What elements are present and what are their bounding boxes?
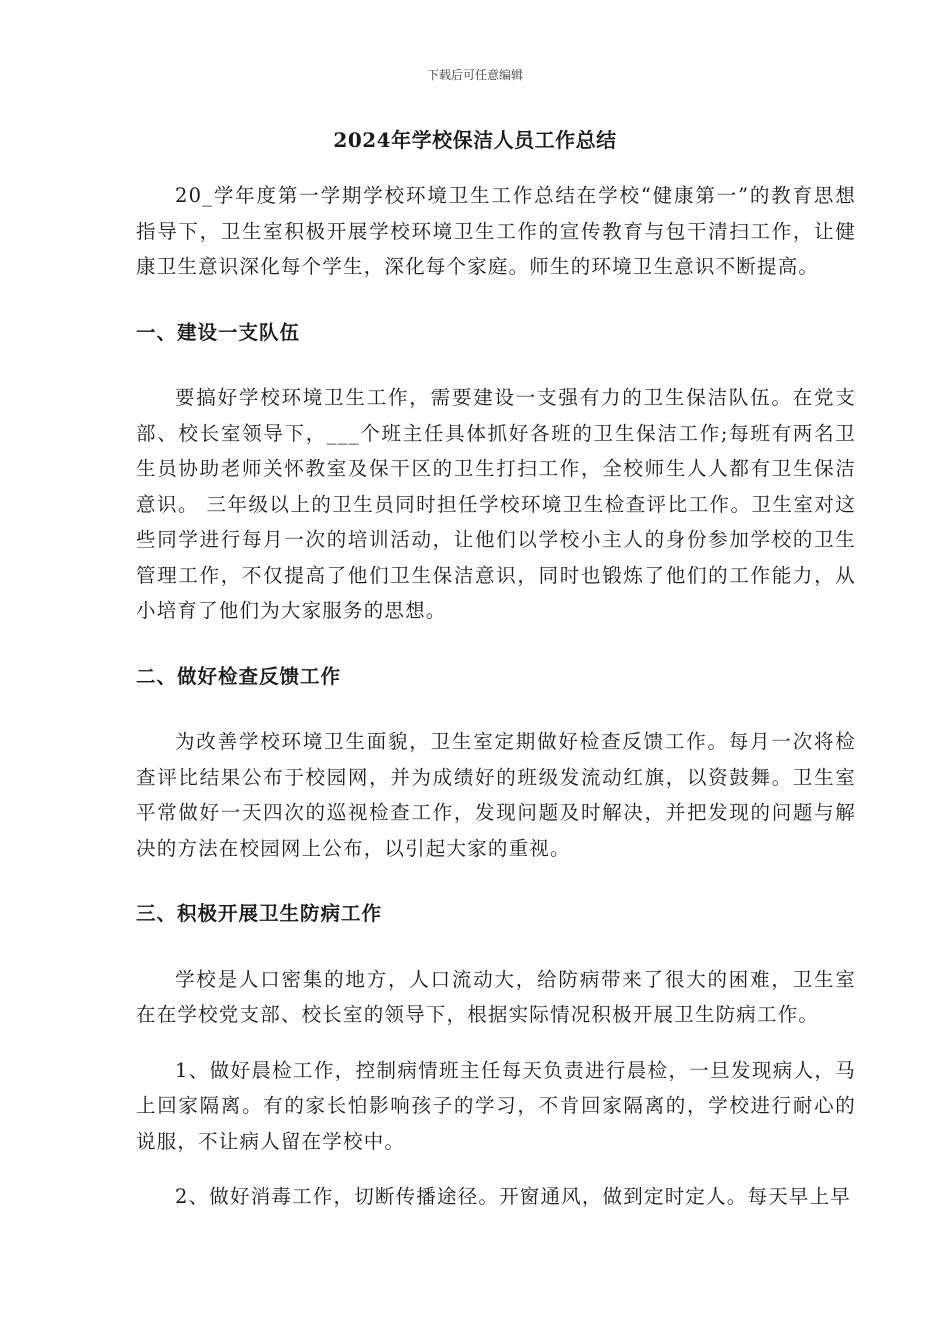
section-3-paragraph-2: 1、做好晨检工作，控制病情班主任每天负责进行晨检，一旦发现病人，马上回家隔离。有的家长怕影响孩子的学习，不肯回家隔离的，学校进行耐心的说服，不让病人留在学校中。 — [136, 1058, 856, 1153]
header-note: 下载后可任意编辑 — [426, 68, 523, 82]
section-3-paragraph-1: 学校是人口密集的地方，人口流动大，给防病带来了很大的困难，卫生室在在学校党支部、校长室的领导下，根据实际情况积极开展卫生防病工作。 — [136, 967, 856, 1026]
intro-paragraph: 20_学年度第一学期学校环境卫生工作总结在学校“健康第一”的教育思想指导下，卫生室积极开展学校环境卫生工作的宣传教育与包干清扫工作，让健康卫生意识深化每个学生，深化每个家庭。师生的环境卫生意识不断提高。 — [136, 184, 856, 278]
section-heading-3: 三、积极开展卫生防病工作 — [136, 902, 383, 925]
section-1-paragraph-1: 要搞好学校环境卫生工作，需要建设一支强有力的卫生保洁队伍。在党支部、校长室领导下，___个班主任具体抓好各班的卫生保洁工作;每班有两名卫生员协助老师关怀教室及保干区的卫生打扫工作，全校师生人人都有卫生保洁意识。 三年级以上的卫生员同时担任学校环境卫生检查评比工作。卫生室对这些同学进行每月一次的培训活动，让他们以学校小主人的身份参加学校的卫生管理工作，不仅提高了他们卫生保洁意识，同时也锻炼了他们的工作能力，从小培育了他们为大家服务的思想。 — [136, 386, 856, 622]
section-3-paragraph-3: 2、做好消毒工作，切断传播途径。开窗通风，做到定时定人。每天早上早 — [175, 1185, 852, 1208]
section-heading-2: 二、做好检查反馈工作 — [136, 664, 342, 688]
document-body — [136, 178, 856, 1215]
section-2-paragraph-1: 为改善学校环境卫生面貌，卫生室定期做好检查反馈工作。每月一次将检查评比结果公布于校园网，并为成绩好的班级发流动红旗，以资鼓舞。卫生室平常做好一天四次的巡视检查工作，发现问题及时解决，并把发现的问题与解决的方法在校园网上公布，以引起大家的重视。 — [136, 730, 856, 860]
section-heading-1: 一、建设一支队伍 — [136, 320, 301, 344]
document-title: 2024年学校保洁人员工作总结 — [333, 128, 617, 152]
